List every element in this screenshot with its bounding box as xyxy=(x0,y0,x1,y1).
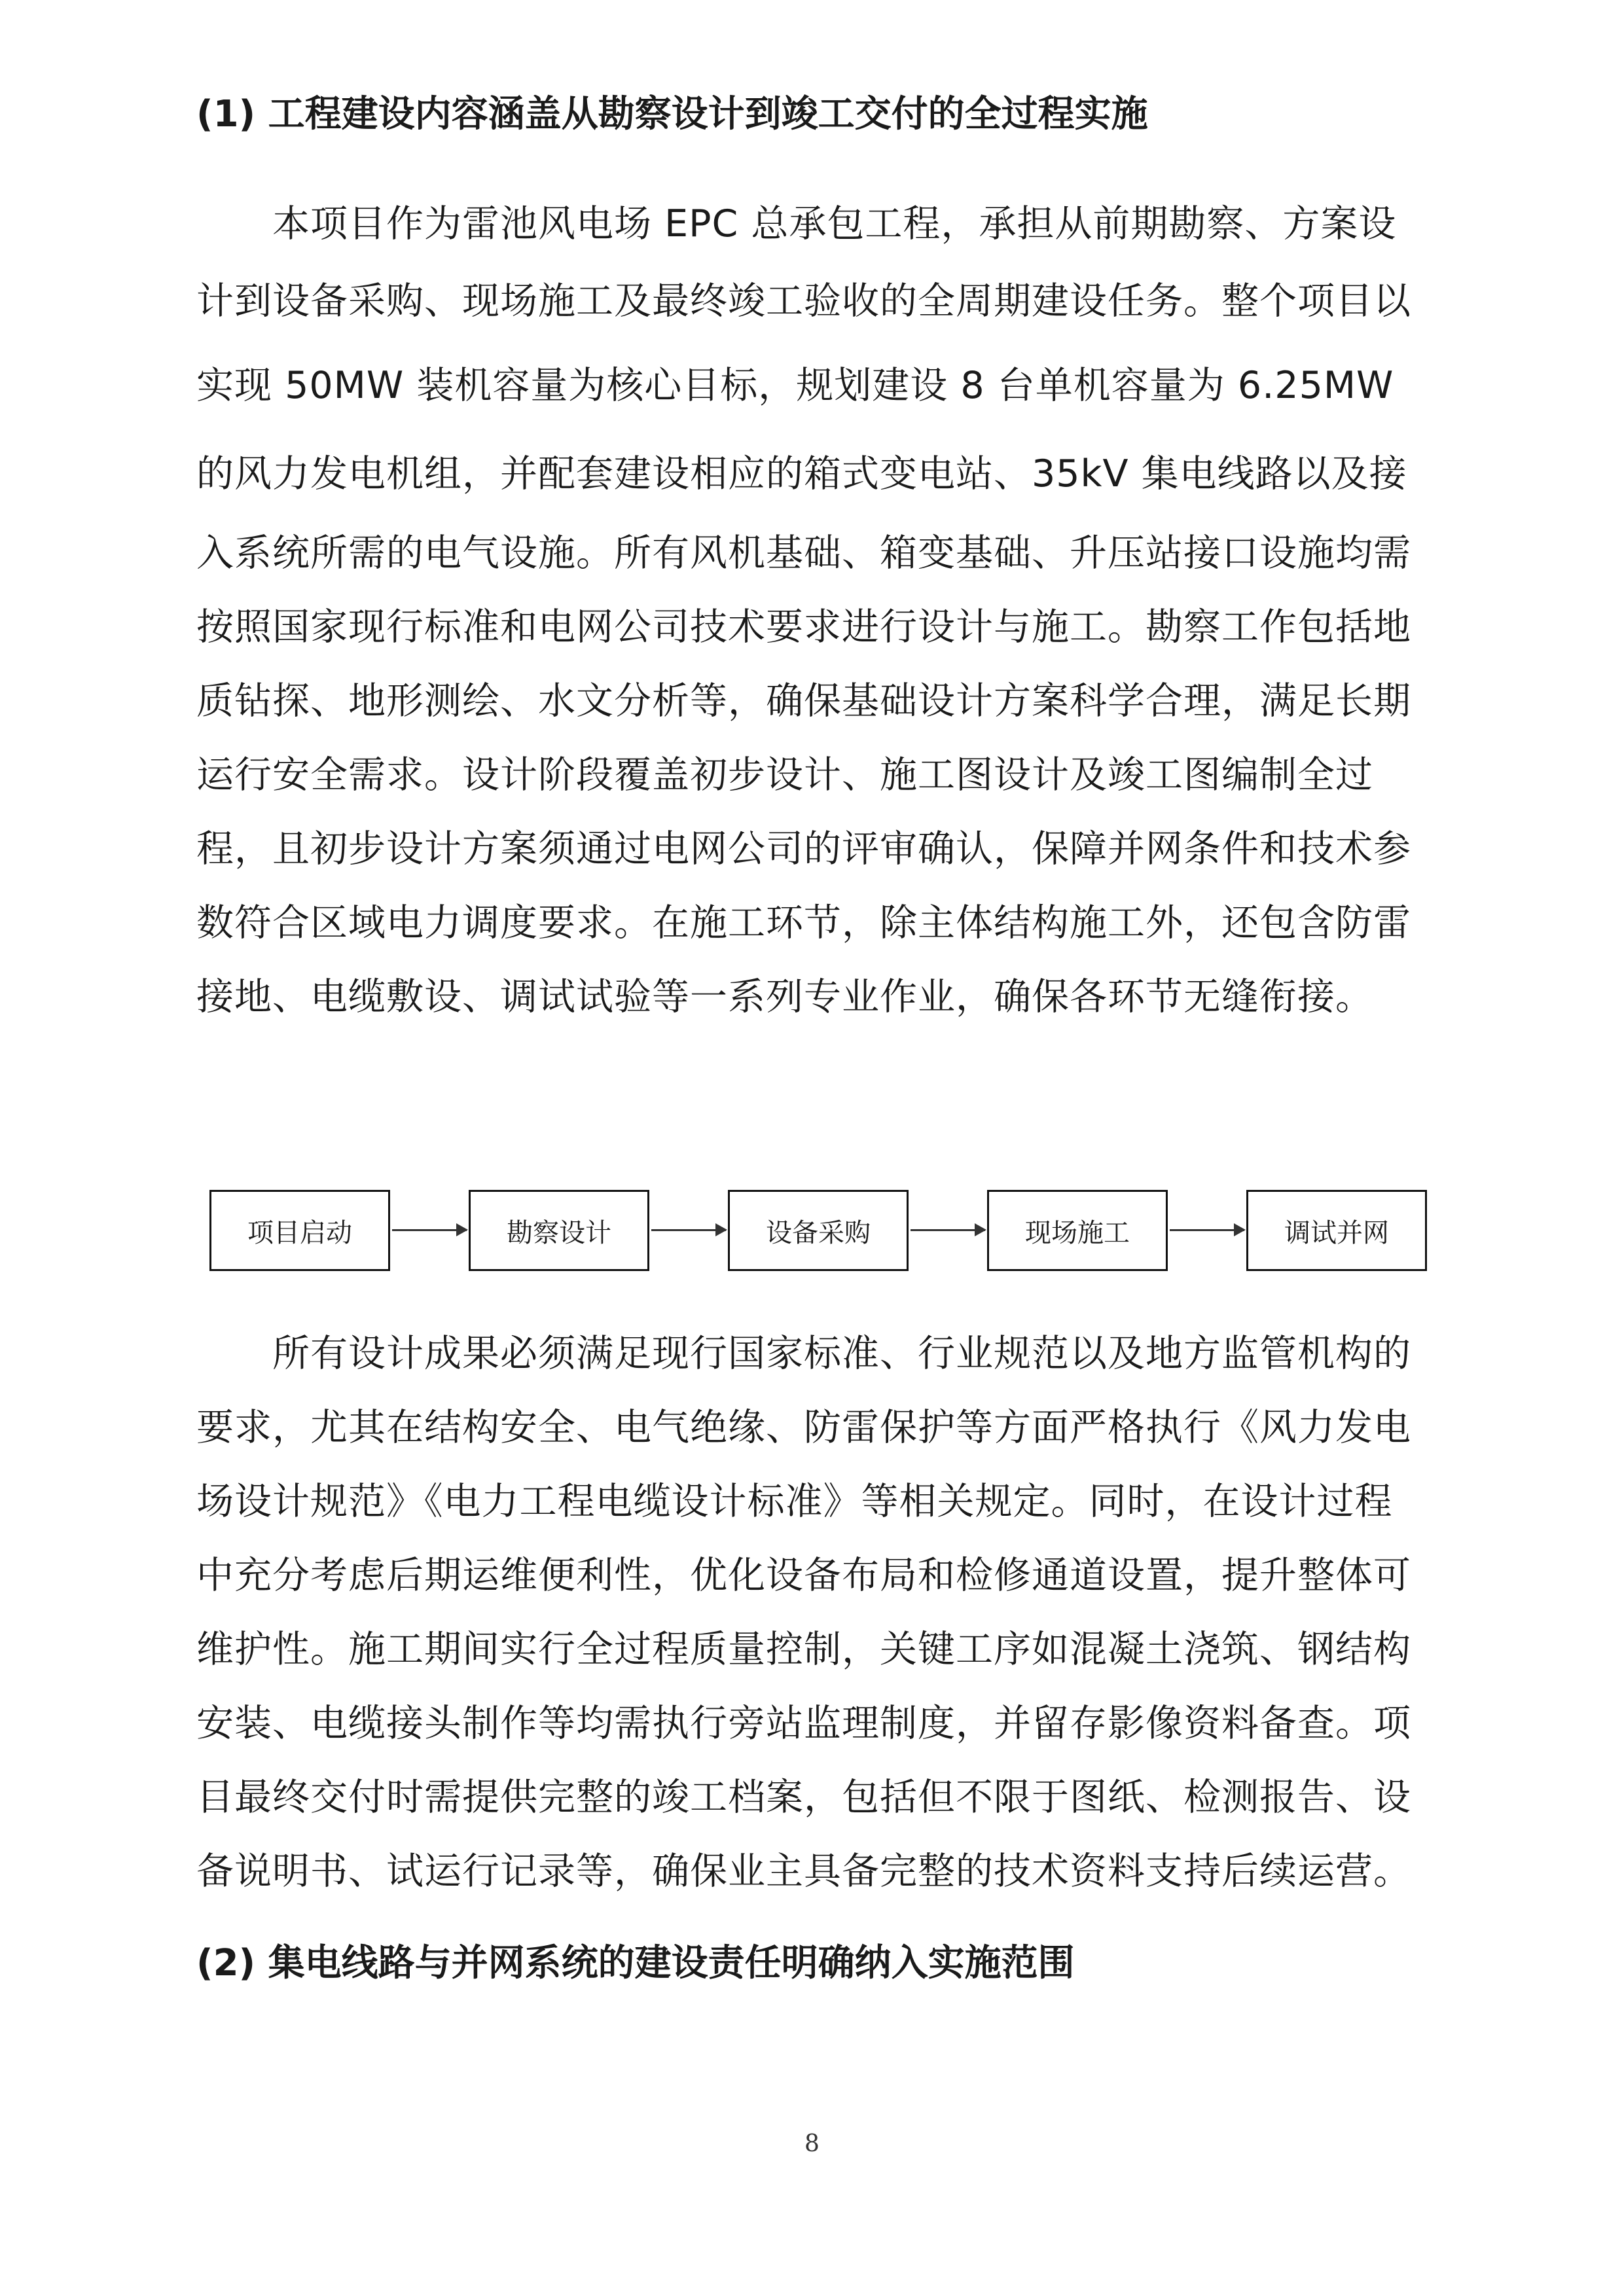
paragraph-line: 质钻探、地形测绘、水文分析等，确保基础设计方案科学合理，满足长期 xyxy=(196,679,1411,723)
paragraph-line: 程，且初步设计方案须通过电网公司的评审确认，保障并网条件和技术参 xyxy=(196,827,1411,870)
paragraph-line: 所有设计成果必须满足现行国家标准、行业规范以及地方监管机构的 xyxy=(196,1332,1411,1375)
section-2-heading: (2) 集电线路与并网系统的建设责任明确纳入实施范围 xyxy=(196,1942,1075,1984)
paragraph-line: 的风力发电机组，并配套建设相应的箱式变电站、35kV 集电线路以及接 xyxy=(196,452,1407,495)
flow-step-project-start: 项目启动 xyxy=(209,1190,390,1271)
paragraph-line: 运行安全需求。设计阶段覆盖初步设计、施工图设计及竣工图编制全过 xyxy=(196,753,1373,797)
flow-step-site-construction: 现场施工 xyxy=(987,1190,1168,1271)
paragraph-line: 计到设备采购、现场施工及最终竣工验收的全周期建设任务。整个项目以 xyxy=(196,279,1411,323)
paragraph-line: 实现 50MW 装机容量为核心目标，规划建设 8 台单机容量为 6.25MW xyxy=(196,364,1394,407)
flow-step-commissioning-grid: 调试并网 xyxy=(1246,1190,1427,1271)
section-1-continued-paragraph xyxy=(196,1317,1440,1909)
paragraph-line: 备说明书、试运行记录等，确保业主具备完整的技术资料支持后续运营。 xyxy=(196,1850,1411,1893)
paragraph-line: 安装、电缆接头制作等均需执行旁站监理制度，并留存影像资料备查。项 xyxy=(196,1702,1411,1745)
flow-step-equipment-procurement: 设备采购 xyxy=(728,1190,909,1271)
flow-arrow-icon xyxy=(1170,1229,1244,1231)
flow-arrow-icon xyxy=(392,1229,467,1231)
paragraph-line: 维护性。施工期间实行全过程质量控制，关键工序如混凝土浇筑、钢结构 xyxy=(196,1628,1411,1671)
paragraph-line: 数符合区域电力调度要求。在施工环节，除主体结构施工外，还包含防雷 xyxy=(196,901,1411,944)
paragraph-line: 要求，尤其在结构安全、电气绝缘、防雷保护等方面严格执行《风力发电 xyxy=(196,1406,1411,1449)
flow-arrow-icon xyxy=(651,1229,726,1231)
page-number: 8 xyxy=(804,2130,820,2157)
process-flowchart xyxy=(209,1190,1428,1275)
paragraph-line: 接地、电缆敷设、调试试验等一系列专业作业，确保各环节无缝衔接。 xyxy=(196,975,1373,1018)
flow-arrow-icon xyxy=(911,1229,985,1231)
section-1-paragraph xyxy=(196,185,1440,1034)
flow-step-survey-design: 勘察设计 xyxy=(469,1190,649,1271)
paragraph-line: 本项目作为雷池风电场 EPC 总承包工程，承担从前期勘察、方案设 xyxy=(196,202,1397,245)
paragraph-line: 场设计规范》《电力工程电缆设计标准》等相关规定。同时，在设计过程 xyxy=(196,1480,1393,1523)
paragraph-line: 中充分考虑后期运维便利性，优化设备布局和检修通道设置，提升整体可 xyxy=(196,1554,1411,1597)
section-1-heading: (1) 工程建设内容涵盖从勘察设计到竣工交付的全过程实施 xyxy=(196,93,1148,135)
paragraph-line: 按照国家现行标准和电网公司技术要求进行设计与施工。勘察工作包括地 xyxy=(196,605,1411,649)
paragraph-line: 目最终交付时需提供完整的竣工档案，包括但不限于图纸、检测报告、设 xyxy=(196,1776,1411,1819)
paragraph-line: 入系统所需的电气设施。所有风机基础、箱变基础、升压站接口设施均需 xyxy=(196,531,1411,575)
